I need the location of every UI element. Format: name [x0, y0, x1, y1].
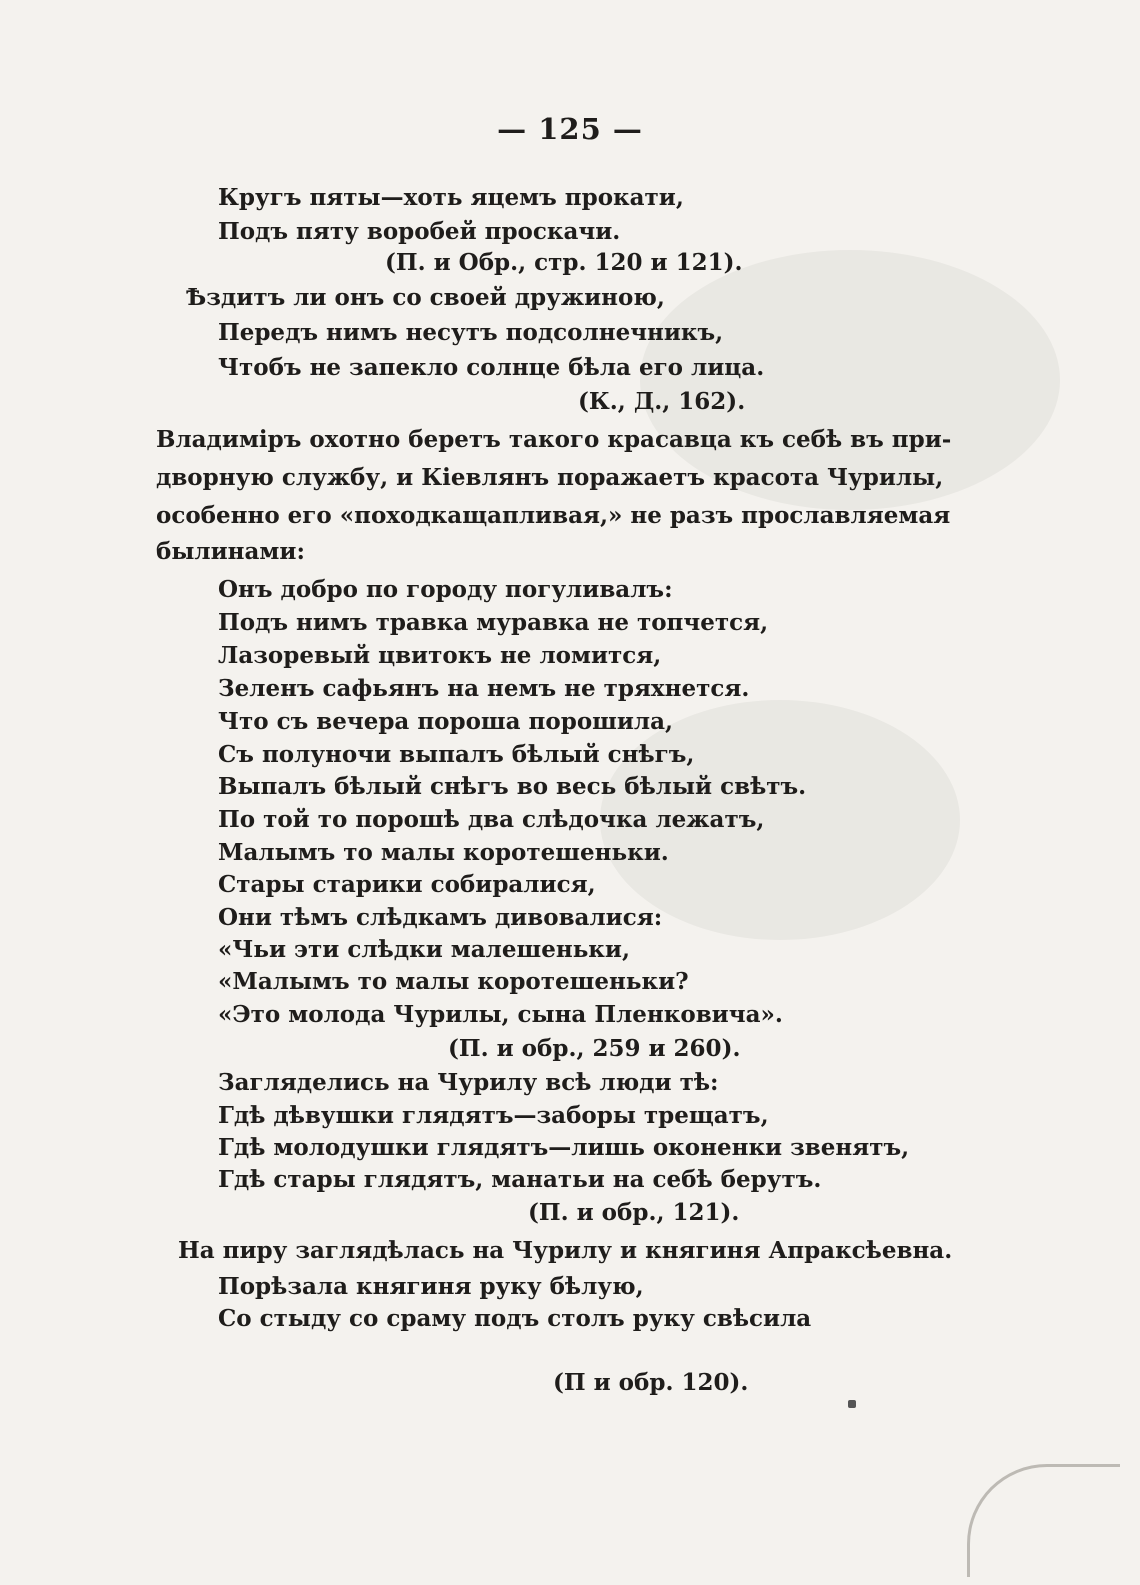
citation: (К., Д., 162). — [578, 388, 746, 415]
verse-line: По той то порошѣ два слѣдочка лежатъ, — [218, 806, 765, 833]
verse-line: Загляделись на Чурилу всѣ люди тѣ: — [218, 1069, 719, 1096]
verse-line: Гдѣ стары глядятъ, манатьи на себѣ берутъ. — [218, 1166, 822, 1193]
verse-line: Они тѣмъ слѣдкамъ дивовалися: — [218, 904, 663, 931]
citation: (П. и обр., 121). — [528, 1199, 740, 1226]
verse-line: Зеленъ сафьянъ на немъ не тряхнется. — [218, 675, 750, 702]
verse-line: Передъ нимъ несутъ подсолнечникъ, — [218, 319, 724, 346]
verse-line: Выпалъ бѣлый снѣгъ во весь бѣлый свѣтъ. — [218, 773, 807, 800]
verse-line: Стары старики собиралися, — [218, 871, 596, 898]
citation: (П. и Обр., стр. 120 и 121). — [385, 249, 743, 276]
verse-line: Кругъ пяты—хоть яцемъ прокати, — [218, 184, 684, 211]
verse-line: Гдѣ молодушки глядятъ—лишь оконенки звенятъ, — [218, 1134, 910, 1161]
prose-line: Владиміръ охотно беретъ такого красавца къ себѣ въ при- — [156, 426, 952, 453]
verse-line: Со стыду со сраму подъ столъ руку свѣсила — [218, 1305, 812, 1332]
verse-line: Гдѣ дѣвушки глядятъ—заборы трещатъ, — [218, 1102, 769, 1129]
verse-line: Подъ нимъ травка муравка не топчется, — [218, 609, 769, 636]
verse-line: Съ полуночи выпалъ бѣлый снѣгъ, — [218, 741, 695, 768]
verse-line: Онъ добро по городу погуливалъ: — [218, 576, 673, 603]
page-curl-shadow — [967, 1464, 1120, 1577]
verse-line: Что съ вечера пороша порошила, — [218, 708, 674, 735]
verse-line: «Чьи эти слѣдки малешеньки, — [218, 936, 630, 963]
verse-line: Чтобъ не запекло солнце бѣла его лица. — [218, 354, 765, 381]
prose-line: былинами: — [156, 538, 305, 565]
page-number: — 125 — — [497, 112, 643, 146]
prose-line: дворную службу, и Кіевлянъ поражаетъ красота Чурилы, — [156, 464, 944, 491]
verse-line: Порѣзала княгиня руку бѣлую, — [218, 1273, 644, 1300]
prose-line: особенно его «походкащапливая,» не разъ прославляемая — [156, 502, 951, 529]
ink-speck — [848, 1400, 856, 1408]
verse-line: «Малымъ то малы коротешеньки? — [218, 968, 689, 995]
verse-line: Лазоревый цвитокъ не ломится, — [218, 642, 662, 669]
verse-line: Ѣздитъ ли онъ со своей дружиною, — [186, 284, 665, 311]
verse-line: «Это молода Чурилы, сына Пленковича». — [218, 1001, 783, 1028]
prose-line: На пиру заглядѣлась на Чурилу и княгиня Апраксѣевна. — [178, 1237, 953, 1264]
verse-line: Малымъ то малы коротешеньки. — [218, 839, 669, 866]
citation: (П и обр. 120). — [553, 1369, 749, 1396]
verse-line: Подъ пяту воробей проскачи. — [218, 218, 621, 245]
citation: (П. и обр., 259 и 260). — [448, 1035, 741, 1062]
